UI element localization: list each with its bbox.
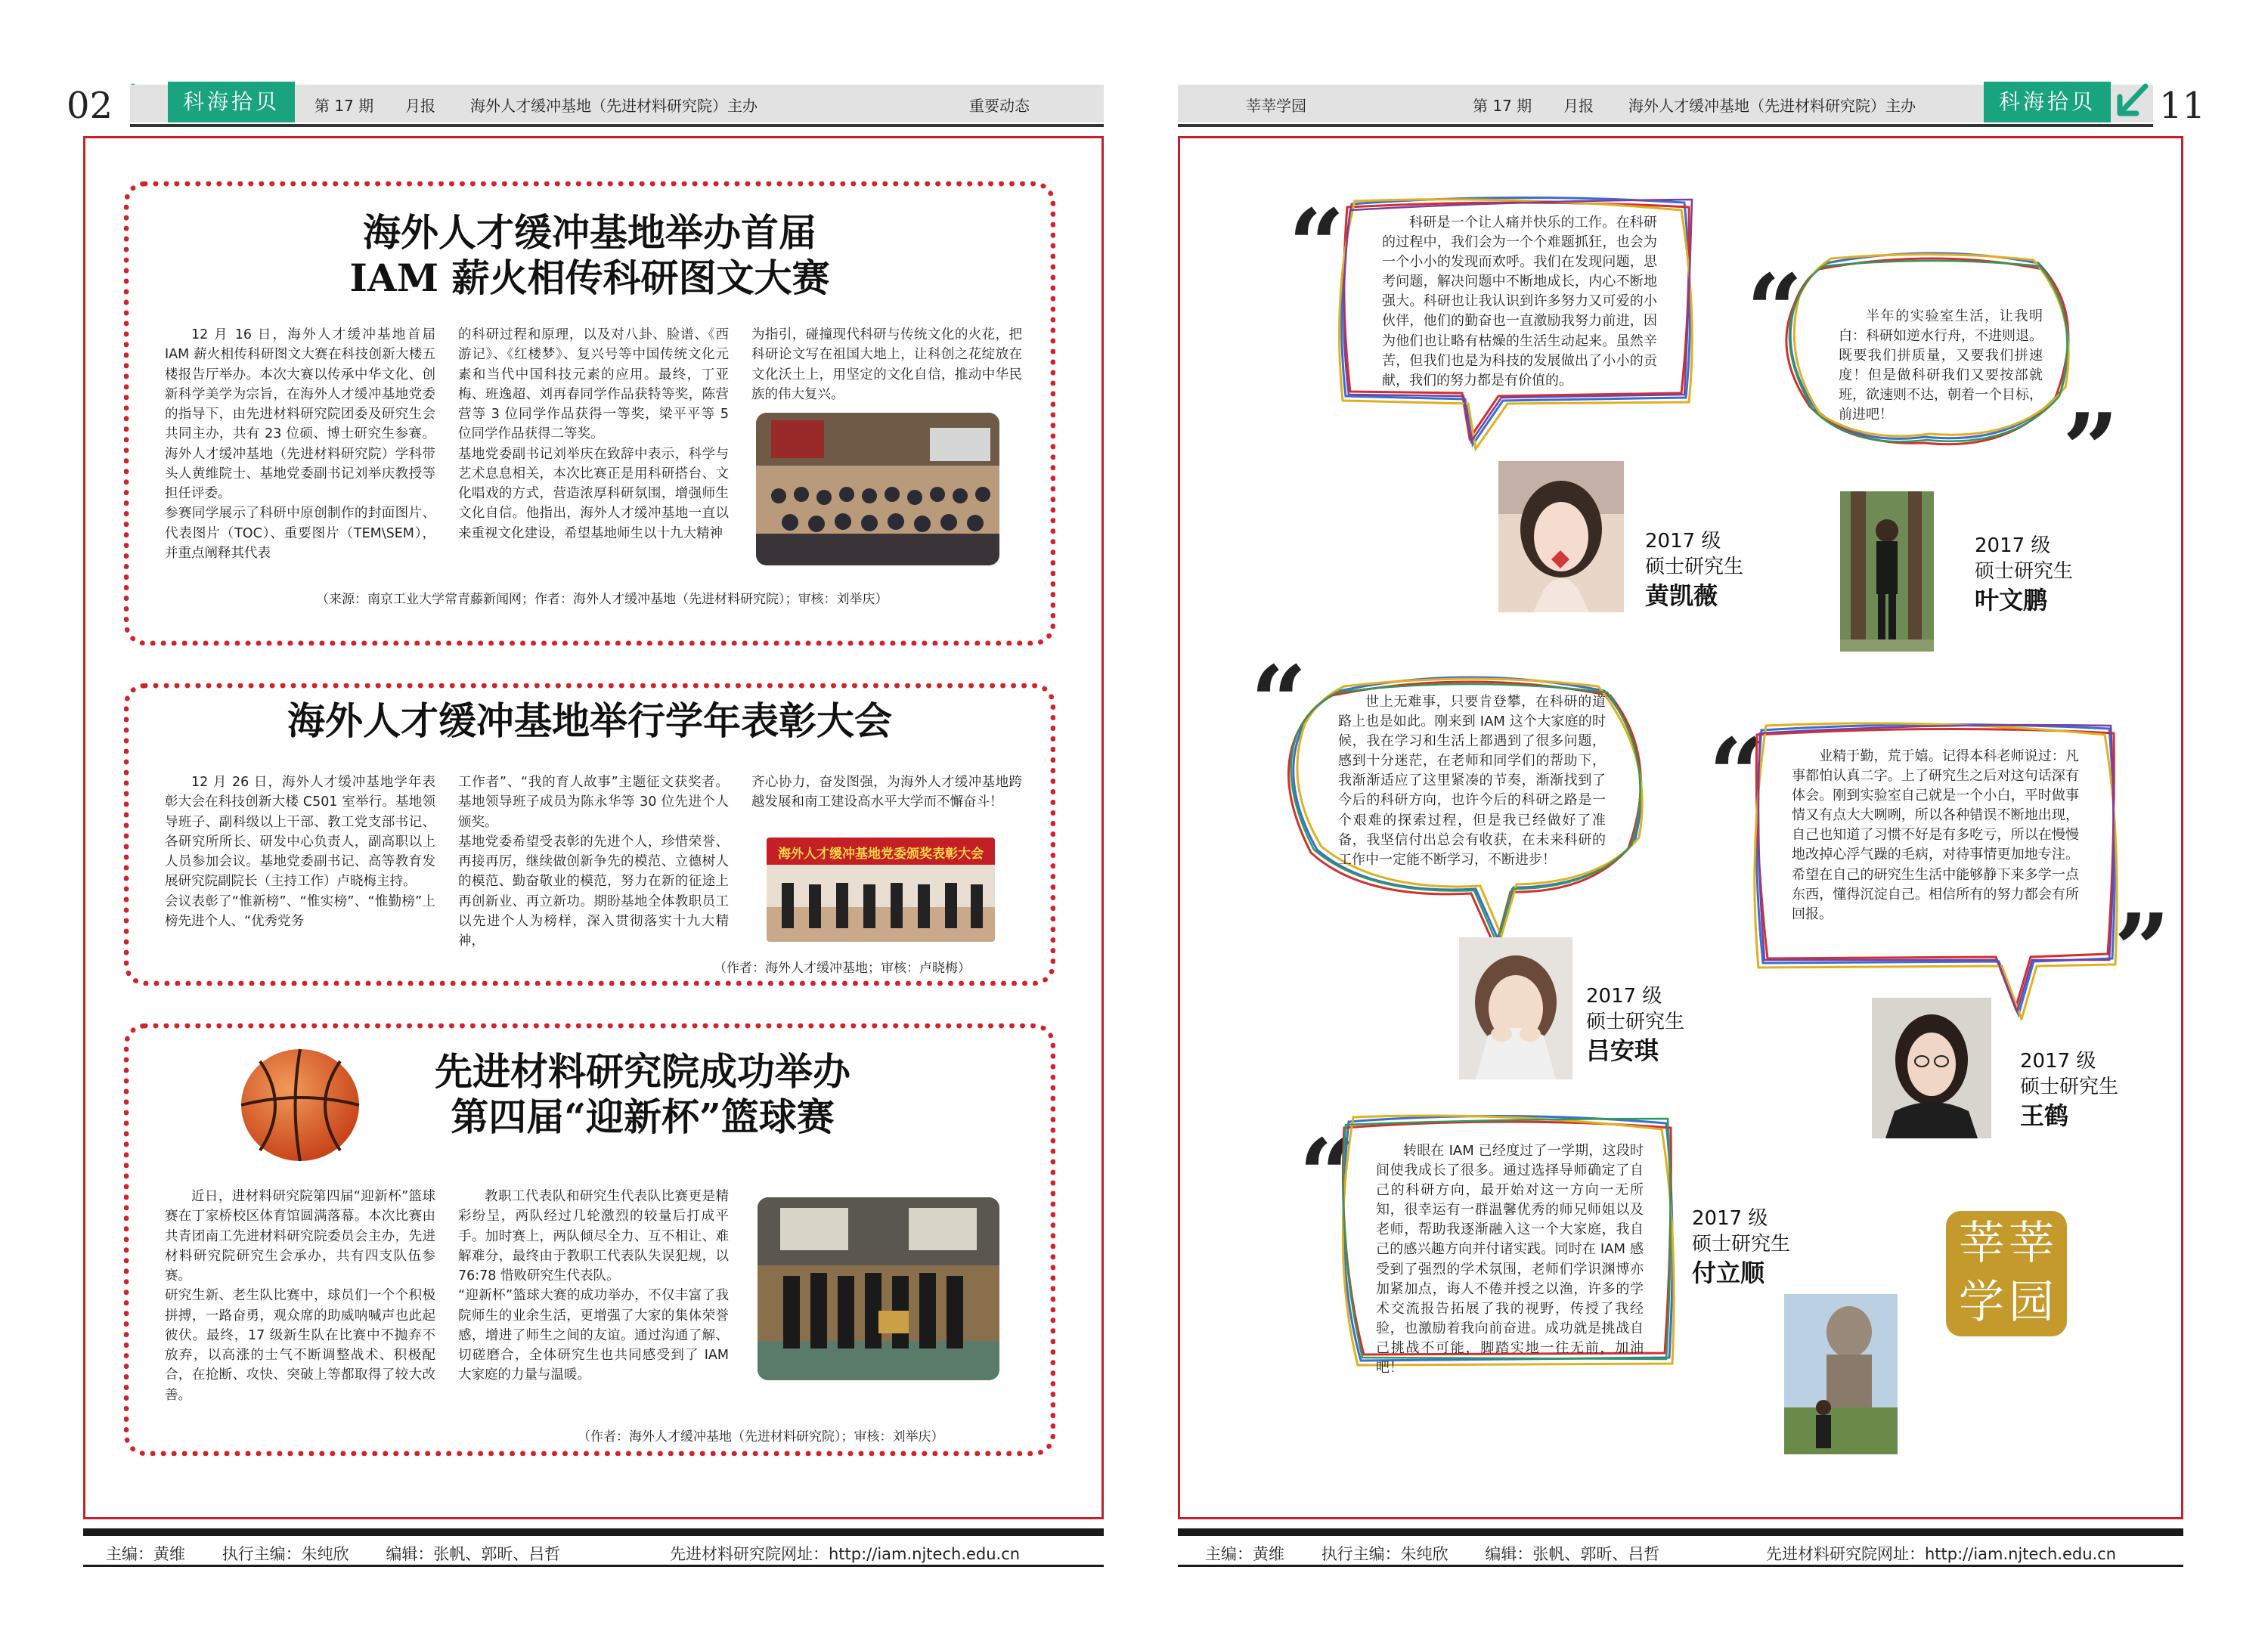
testimonial-text: 业精于勤，荒于嬉。记得本科老师说过：凡事都怕认真二字。上了研究生之后对这句话深有体会。刚到实验室自己就是一个小白，平时做事情又有点大大咧咧，所以各种错误不断地出现，自己也知道了习惯不好是有多吃亏，所以在慢慢地改掉心浮气躁的毛病，对待事情更加地专注。希望在自己的研究生生活中能够静下来多学一点东西，懂得沉淀自己。相信所有的努力都会有所回报。 <box>1792 748 2079 922</box>
title-line: 海外人才缓冲基地举行学年表彰大会 <box>287 698 892 743</box>
article-title <box>363 1049 922 1140</box>
sponsor: 海外人才缓冲基地（先进材料研究院）主办 <box>1628 97 1916 115</box>
footer-editor: 主编：黄维 <box>1205 1545 1284 1563</box>
student-role: 硕士研究生 <box>1586 1010 1685 1033</box>
banner-text: 海外人才缓冲基地党委颁奖表彰大会 <box>778 847 984 862</box>
article-column: 为指引，碰撞现代科研与传统文化的火花，把科研论文写在祖国大地上，让科创之花绽放在文化沃土上，用坚定的文化自信，推动中华民族的伟大复兴。 <box>751 327 1022 402</box>
title-line: 先进材料研究院成功举办 <box>435 1049 850 1094</box>
student-portrait <box>1498 461 1624 612</box>
student-caption <box>1586 984 1684 1067</box>
footer-rule-bottom <box>83 1565 1104 1567</box>
article-column: 齐心协力，奋发图强，为海外人才缓冲基地跨越发展和南工建设高水平大学而不懈奋斗！ <box>751 775 1022 810</box>
student-role: 硕士研究生 <box>1645 555 1744 578</box>
header-logo: 科海拾贝 <box>168 82 295 122</box>
student-portrait <box>1459 937 1572 1079</box>
student-name: 黄凯薇 <box>1645 581 1718 610</box>
article-source: （来源：南京工业大学常青藤新闻网；作者：海外人才缓冲基地（先进材料研究院）；审核：刘举庆） <box>316 592 888 607</box>
article-column: 近日，进材料研究院第四届“迎新杯”篮球赛在丁家桥校区体育馆圆满落幕。本次比赛由共青团南工先进材料研究院委员会主办，先进材料研究院研究生会承办，共有四支队伍参赛。 研究生新、老生队比赛中，球员们一个个积极拼搏，一路奋勇，观众席的助威呐喊声也此起彼伏。最终，17 级新生队在比赛中不抛弃不放弃，以高涨的士气不断调整战术、积极配合，在抢断、攻快、突破上等都取得了较大改善。 <box>165 1189 435 1403</box>
footer-rule <box>1178 1528 2183 1536</box>
footer-credits <box>1205 1542 1691 1565</box>
footer-credits <box>106 1542 592 1565</box>
header-logo: 科海拾贝 <box>1984 82 2111 122</box>
stamp-char: 莘 <box>1959 1217 2004 1270</box>
testimonial-text: 转眼在 IAM 已经度过了一学期，这段时间使我成长了很多。通过选择导师确定了自己的科研方向，最开始对这一方向一无所知，很幸运有一群温馨优秀的师兄师姐以及老师，帮助我逐渐融入这一个大家庭，我自己的感兴趣方向并付诸实践。同时在 IAM 感受到了强烈的学术氛围，老师们学识渊博亦加紧加点，诲人不倦并授之以渔，许多的学术交流报告拓展了我的视野，传授了我经验，也激励着我向前奋进。成功就是挑战自己挑战不可能，脚踏实地一往无前，加油吧！ <box>1376 1143 1644 1376</box>
article-source: （作者：海外人才缓冲基地（先进材料研究院）；审核：刘举庆） <box>578 1429 944 1444</box>
article-column: 教职工代表队和研究生代表队比赛更是精彩纷呈，两队经过几轮激烈的较量后打成平手。加时赛上，两队倾尽全力、互不相让、难解难分，最终由于教职工代表队失误犯规，以 76:78 惜败研究生代表队。 “迎新杯”篮球大赛的成功举办，不仅丰富了我院师生的业余生活，更增强了大家的集体荣誉感，增进了师生之间的友谊。通过沟通了解、切磋磨合，全体研究生也共同感受到了 IAM 大家庭的力量与温暖。 <box>458 1189 729 1383</box>
article-title <box>181 698 998 744</box>
quote-open-icon: “ <box>1746 252 1803 368</box>
footer-website: 先进材料研究院网址：http://iam.njtech.edu.cn <box>670 1545 1021 1563</box>
article-source: （作者：海外人才缓冲基地；审核：卢晓梅） <box>714 961 971 976</box>
student-grade: 2017 级 <box>1645 530 1721 553</box>
title-line: 第四届“迎新杯”篮球赛 <box>451 1095 835 1139</box>
header-rule <box>130 124 1104 127</box>
student-grade: 2017 级 <box>1586 985 1662 1008</box>
section-name: 重要动态 <box>969 97 1030 115</box>
student-role: 硕士研究生 <box>2020 1075 2119 1098</box>
quote-open-icon: “ <box>1709 717 1765 832</box>
issue-number: 第 17 期 <box>1473 97 1532 115</box>
title-line: IAM 薪火相传科研图文大赛 <box>349 255 830 300</box>
group-photo <box>756 413 999 565</box>
student-portrait <box>1784 1294 1898 1454</box>
student-portrait <box>1872 998 1991 1138</box>
footer-website: 先进材料研究院网址：http://iam.njtech.edu.cn <box>1766 1545 2117 1563</box>
student-caption <box>1975 534 2073 616</box>
student-caption <box>1645 529 1743 612</box>
article-column: 12 月 16 日，海外人才缓冲基地首届 IAM 薪火相传科研图文大赛在科技创新大楼五楼报告厅举办。本次大赛以传承中华文化、创新科学美学为宗旨，在海外人才缓冲基地党委的指导下，由先进材料研究院团委及研究生会共同主办，共有 23 位硕、博士研究生参赛。海外人才缓冲基地（先进材料研究院）学科带头人黄维院士、基地党委副书记刘举庆教授等担任评委。 参赛同学展示了科研中原创制作的封面图片、代表图片（TOC）、重要图片（TEM\SEM），并重点阐释其代表 <box>165 327 435 561</box>
student-name: 付立顺 <box>1692 1258 1765 1287</box>
student-role: 硕士研究生 <box>1692 1232 1791 1256</box>
stamp-char: 莘 <box>2009 1217 2054 1270</box>
article-column: 的科研过程和原理，以及对八卦、脸谱、《西游记》、《红楼梦》、复兴号等中国传统文化元素和当代中国科技元素的应用。最终，丁亚梅、班逸超、刘再春同学作品获特等奖，陈营营等 3 位同学作品获得一等奖，梁平平等 5 位同学作品获得二等奖。 基地党委副书记刘举庆在致辞中表示，科学与艺术息息相关，本次比赛正是用科研搭台、文化唱戏的方式，营造浓厚科研氛围，增强师生文化自信。他指出，海外人才缓冲基地一直以来重视文化建设，希望基地师生以十九大精神 <box>458 327 729 541</box>
stamp-char: 园 <box>2009 1276 2054 1329</box>
award-photo <box>767 838 995 942</box>
quote-close-icon: ” <box>2114 892 2170 1008</box>
testimonial-text: 科研是一个让人痛并快乐的工作。在科研的过程中，我们会为一个个难题抓狂，也会为一个小小的发现而欢呼。我们在发现问题，思考问题，解决问题中不断地成长，内心不断地强大。科研也让我认识到许多努力又可爱的小伙伴，他们的勤奋也一直激励我努力前进，因为他们也让略有枯燥的生活生动起来。虽然辛苦，但我们也是为科技的发展做出了小小的贡献，我们的努力都是有价值的。 <box>1382 215 1657 389</box>
testimonial-text: 半年的实验室生活，让我明白：科研如逆水行舟，不进则退。既要我们拼质量，又要我们拼速度！但是做科研我们又要按部就班，欲速则不达，朝着一个目标，前进吧！ <box>1839 308 2043 423</box>
page-number: 02 <box>67 85 113 127</box>
student-role: 硕士研究生 <box>1975 559 2074 583</box>
footer-rule <box>83 1528 1104 1536</box>
page-number: 11 <box>2159 85 2206 127</box>
issue-number: 第 17 期 <box>314 97 374 115</box>
footer-editors: 编辑：张帆、郭昕、吕哲 <box>386 1545 561 1563</box>
quote-open-icon: “ <box>1250 644 1307 760</box>
student-grade: 2017 级 <box>1975 534 2051 557</box>
student-name: 吕安琪 <box>1586 1036 1659 1065</box>
section-name: 莘莘学园 <box>1246 97 1306 115</box>
article-title <box>212 210 968 301</box>
student-name: 王鹤 <box>2020 1101 2069 1130</box>
student-portrait <box>1840 491 1934 652</box>
stamp-char: 学 <box>1959 1276 2004 1329</box>
frequency: 月报 <box>405 97 435 115</box>
quote-open-icon: “ <box>1299 1117 1356 1233</box>
article-column: 12 月 26 日，海外人才缓冲基地学年表彰大会在科技创新大楼 C501 室举行。基地领导班子、副科级以上干部、教工党支部书记、各研究所所长、研发中心负责人，副高职以上人员参加会议。基地党委副书记、高等教育发展研究院副院长（主持工作）卢晓梅主持。 会议表彰了“惟新榜”、“惟实榜”、“惟勤榜”上榜先进个人、“优秀党务 <box>165 775 435 929</box>
article-column: 工作者”、“我的育人故事”主题征文获奖者。基地领导班子成员为陈永华等 30 位先进个人颁奖。 基地党委希望受表彰的先进个人，珍惜荣誉、再接再厉，继续做创新争先的模范、立德树人的模范、勤奋敬业的模范，努力在新的征途上再创新业、再立新功。期盼基地全体教职员工以先进个人为榜样，深入贯彻落实十九大精神， <box>458 775 729 949</box>
right-page <box>1157 0 2268 1638</box>
quote-close-icon: ” <box>2062 392 2119 507</box>
team-photo <box>758 1197 999 1380</box>
student-caption <box>1692 1206 1790 1289</box>
arrow-down-left-icon <box>2112 80 2150 122</box>
title-line: 海外人才缓冲基地举办首届 <box>363 210 816 255</box>
header-rule <box>1178 124 2153 127</box>
frequency: 月报 <box>1563 97 1594 115</box>
left-page <box>0 0 1111 1638</box>
testimonial-text: 世上无难事，只要肯登攀，在科研的道路上也是如此。刚来到 IAM 这个大家庭的时候，我在学习和生活上都遇到了很多问题，感到十分迷茫，在老师和同学们的帮助下，我渐渐适应了这里紧凑的节奏，渐渐找到了今后的科研方向，也许今后的科研之路是一个艰难的探索过程，但是我已经做好了准备，我坚信付出总会有收获，在未来科研的工作中一定能不断学习，不断进步！ <box>1338 694 1606 868</box>
student-caption <box>2020 1049 2118 1132</box>
footer-exec-editor: 执行主编：朱纯欣 <box>1321 1545 1448 1563</box>
footer-exec-editor: 执行主编：朱纯欣 <box>222 1545 349 1563</box>
section-stamp <box>1946 1211 2067 1336</box>
footer-editors: 编辑：张帆、郭昕、吕哲 <box>1485 1545 1660 1563</box>
student-name: 叶文鹏 <box>1975 585 2048 615</box>
basketball-icon <box>237 1045 363 1166</box>
footer-editor: 主编：黄维 <box>106 1545 185 1563</box>
sponsor: 海外人才缓冲基地（先进材料研究院）主办 <box>470 97 758 115</box>
student-grade: 2017 级 <box>2020 1050 2096 1073</box>
student-grade: 2017 级 <box>1692 1207 1768 1230</box>
quote-open-icon: “ <box>1288 187 1345 303</box>
footer-rule-bottom <box>1178 1565 2183 1567</box>
